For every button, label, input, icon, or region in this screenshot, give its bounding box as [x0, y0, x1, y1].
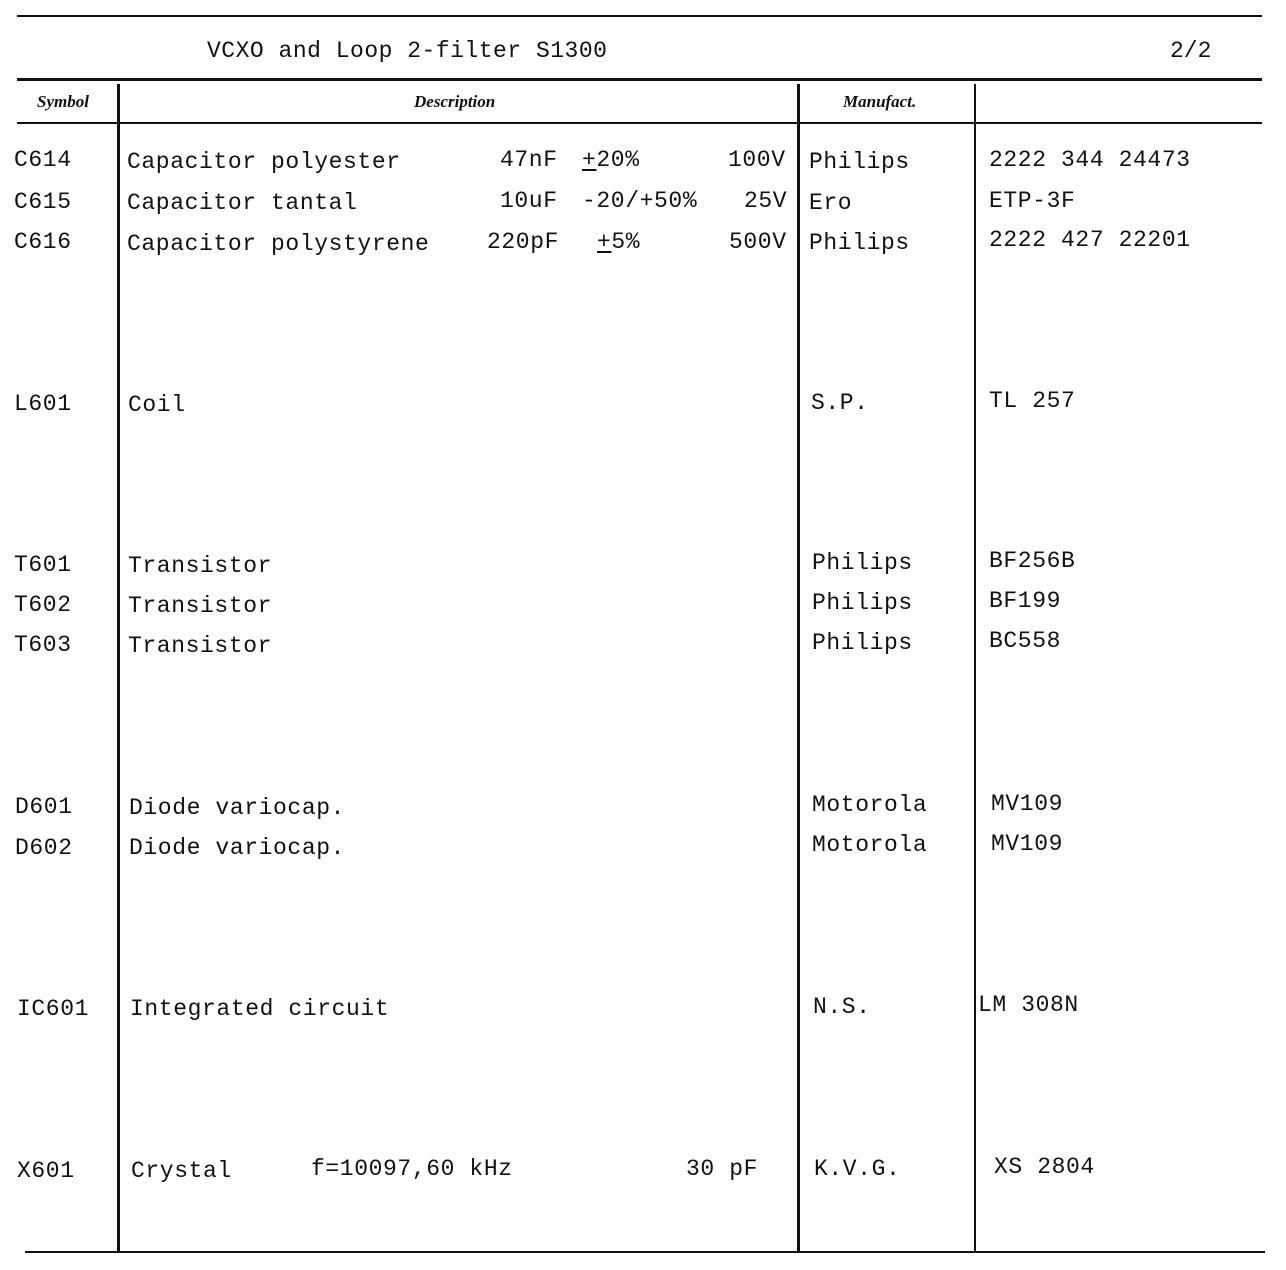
description: Capacitor polyester — [127, 149, 401, 175]
part-number: BF199 — [989, 588, 1062, 614]
header-rule — [17, 122, 1262, 124]
symbol: X601 — [17, 1158, 75, 1184]
part-number: BF256B — [989, 548, 1076, 574]
voltage: 500V — [729, 229, 787, 255]
manufacturer: S.P. — [811, 390, 869, 416]
top-rule — [17, 15, 1262, 17]
manufacturer: Philips — [812, 630, 913, 656]
header-symbol: Symbol — [37, 92, 89, 111]
description: Diode variocap. — [129, 795, 346, 821]
description: Coil — [128, 392, 186, 418]
symbol: L601 — [14, 391, 72, 417]
voltage: 25V — [744, 188, 788, 214]
part-number: 2222 344 24473 — [989, 147, 1191, 173]
document-title: VCXO and Loop 2-filter S1300 — [207, 38, 608, 64]
description: Integrated circuit — [130, 996, 390, 1022]
part-number: MV109 — [991, 831, 1064, 857]
part-number: MV109 — [991, 791, 1064, 817]
symbol: IC601 — [17, 996, 90, 1022]
tolerance: +20% — [582, 147, 640, 173]
symbol: T601 — [14, 552, 72, 578]
description: Transistor — [128, 553, 273, 579]
manufacturer: Philips — [809, 230, 910, 256]
part-number: ETP-3F — [989, 188, 1076, 214]
part-number: 2222 427 22201 — [989, 227, 1191, 253]
col-divider-symbol — [117, 84, 120, 1252]
symbol: C615 — [14, 189, 72, 215]
manufacturer: Motorola — [812, 832, 928, 858]
part-number: TL 257 — [989, 388, 1076, 414]
symbol: T603 — [14, 632, 72, 658]
bottom-rule — [25, 1251, 1265, 1253]
symbol: D601 — [15, 794, 73, 820]
page-number: 2/2 — [1170, 38, 1212, 64]
value: 10uF — [500, 188, 558, 214]
symbol: C616 — [14, 229, 72, 255]
description: Transistor — [128, 593, 273, 619]
description: Crystal — [131, 1158, 232, 1184]
manufacturer: Philips — [812, 550, 913, 576]
part-number: BC558 — [989, 628, 1062, 654]
description: Capacitor polystyrene — [127, 231, 430, 257]
manufacturer: K.V.G. — [814, 1156, 901, 1182]
value: 220pF — [487, 229, 560, 255]
manufacturer: Motorola — [812, 792, 928, 818]
tolerance: -20/+50% — [582, 188, 698, 214]
voltage: 100V — [728, 147, 786, 173]
manufacturer: Ero — [809, 190, 853, 216]
description: Capacitor tantal — [127, 190, 358, 216]
title-rule — [17, 78, 1262, 81]
description: Diode variocap. — [129, 835, 346, 861]
manufacturer: Philips — [812, 590, 913, 616]
symbol: T602 — [14, 592, 72, 618]
header-description: Description — [414, 92, 496, 111]
plus-minus-sign: + — [597, 229, 612, 255]
col-divider-description — [797, 84, 800, 1252]
manufacturer: Philips — [809, 149, 910, 175]
part-number: LM 308N — [978, 992, 1079, 1018]
header-manufacturer: Manufact. — [843, 92, 917, 111]
description: Transistor — [128, 633, 273, 659]
value: 47nF — [500, 147, 558, 173]
part-number: XS 2804 — [994, 1154, 1095, 1180]
plus-minus-sign: + — [582, 147, 597, 173]
frequency: f=10097,60 kHz — [311, 1156, 513, 1182]
manufacturer: N.S. — [813, 994, 871, 1020]
col-divider-manufacturer — [974, 84, 976, 1252]
tolerance: +5% — [597, 229, 641, 255]
symbol: C614 — [14, 147, 72, 173]
symbol: D602 — [15, 835, 73, 861]
load-capacitance: 30 pF — [686, 1156, 759, 1182]
